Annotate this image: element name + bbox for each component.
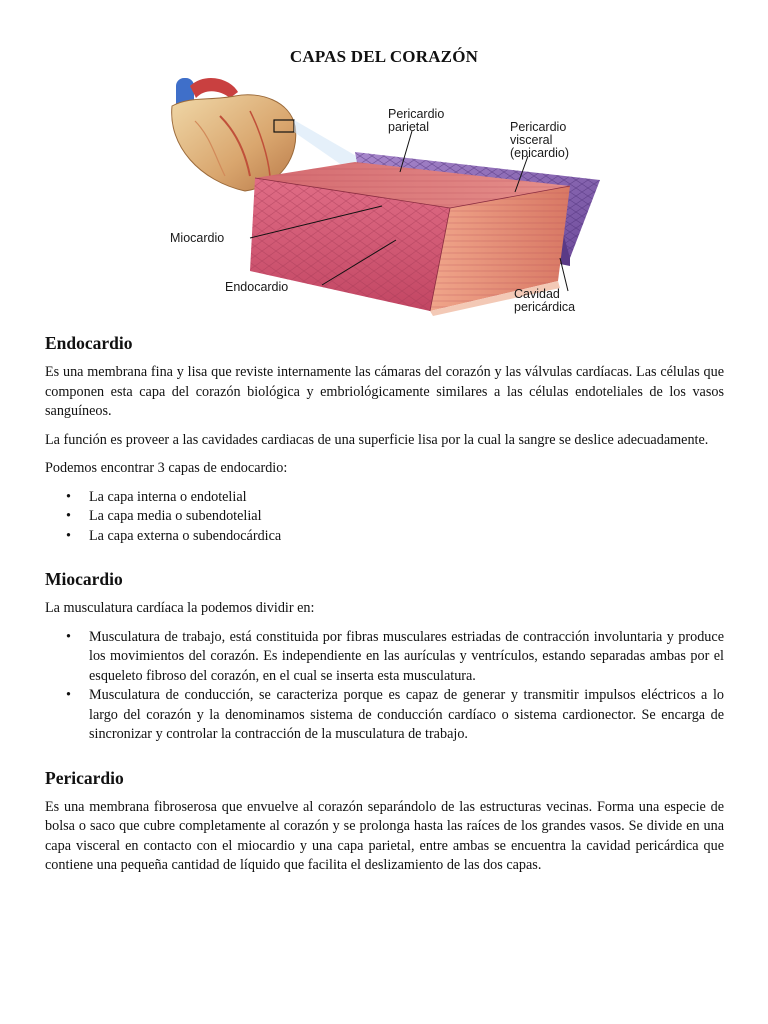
- label-cavidad-1: Cavidad: [514, 287, 560, 301]
- label-pericardio-parietal-1: Pericardio: [388, 107, 445, 121]
- bullet-icon: •: [66, 508, 71, 524]
- label-pericardio-visceral-2: visceral: [510, 133, 553, 147]
- miocardio-list: [45, 628, 724, 745]
- bullet-icon: •: [66, 628, 71, 645]
- label-pericardio-visceral-1: Pericardio: [510, 120, 567, 134]
- label-miocardio: Miocardio: [170, 231, 225, 245]
- list-item-text: Musculatura de conducción, se caracteriza porque es capaz de generar y transmitir impulsos eléctricos a lo largo del corazón y la denominamos sistema de conducción cardíaco o sistema cardionector. Se encarga de sincronizar y controlar la contracción de la musculatura de trabajo.: [89, 687, 724, 742]
- heading-pericardio: Pericardio: [45, 767, 124, 788]
- paragraph: La función es proveer a las cavidades cardiacas de una superficie lisa por la cual la sangre se deslice adecuadamente.: [45, 431, 709, 448]
- paragraph: Es una membrana fibroserosa que envuelve al corazón separándolo de las estructuras vecinas. Forma una especie de bolsa o saco que cubre completamente al corazón y se prolonga hasta las raíces de los grandes vasos. Se divide en una capa visceral en contacto con el miocardio y una capa parietal, entre ambas se encuentra la cavidad pericárdica que contiene una pequeña cantidad de líquido que facilita el deslizamiento de las dos capas.: [45, 798, 724, 873]
- paragraph: La musculatura cardíaca la podemos dividir en:: [45, 600, 315, 616]
- section-miocardio: [45, 568, 724, 745]
- list-item: [66, 628, 724, 687]
- heart-drawing: [172, 78, 296, 191]
- endocardio-list: [45, 488, 724, 547]
- heart-layers-illustration: [150, 76, 620, 321]
- bullet-icon: •: [66, 488, 71, 505]
- list-item: [66, 527, 724, 547]
- list-item-text: La capa media o subendotelial: [89, 508, 262, 524]
- list-item: [66, 488, 724, 508]
- heading-endocardio: Endocardio: [45, 333, 133, 353]
- section-endocardio: [45, 332, 724, 546]
- label-pericardio-visceral-3: (epicardio): [510, 146, 570, 160]
- list-item: [66, 686, 724, 745]
- bullet-icon: •: [66, 687, 71, 703]
- label-pericardio-parietal-2: parietal: [388, 120, 429, 134]
- list-item: [66, 507, 724, 527]
- paragraph: Podemos encontrar 3 capas de endocardio:: [45, 460, 288, 476]
- label-cavidad-2: pericárdica: [514, 300, 576, 314]
- label-endocardio: Endocardio: [225, 280, 289, 294]
- bullet-icon: •: [66, 527, 71, 544]
- list-item-text: La capa interna o endotelial: [89, 488, 247, 505]
- section-pericardio: [45, 767, 724, 876]
- heading-miocardio: Miocardio: [45, 569, 123, 589]
- paragraph: Es una membrana fina y lisa que reviste internamente las cámaras del corazón y las válvulas cardíacas. Las células que componen esta capa del corazón biológica y embriológicamente similares a las células endoteliales de los vasos sanguíneos.: [45, 364, 724, 419]
- page-title: CAPAS DEL CORAZÓN: [289, 47, 479, 66]
- list-item-text: La capa externa o subendocárdica: [89, 527, 282, 544]
- document-body: [45, 332, 724, 885]
- heart-layers-figure: [150, 76, 620, 321]
- list-item-text: Musculatura de trabajo, está constituida por fibras musculares estriadas de contracción involuntaria y produce los movimientos del corazón. Es independiente en las aurículas y ventrículos, estando separadas ambas por el esqueleto fibroso del corazón, en el cual se inserta esta musculatura.: [89, 628, 724, 684]
